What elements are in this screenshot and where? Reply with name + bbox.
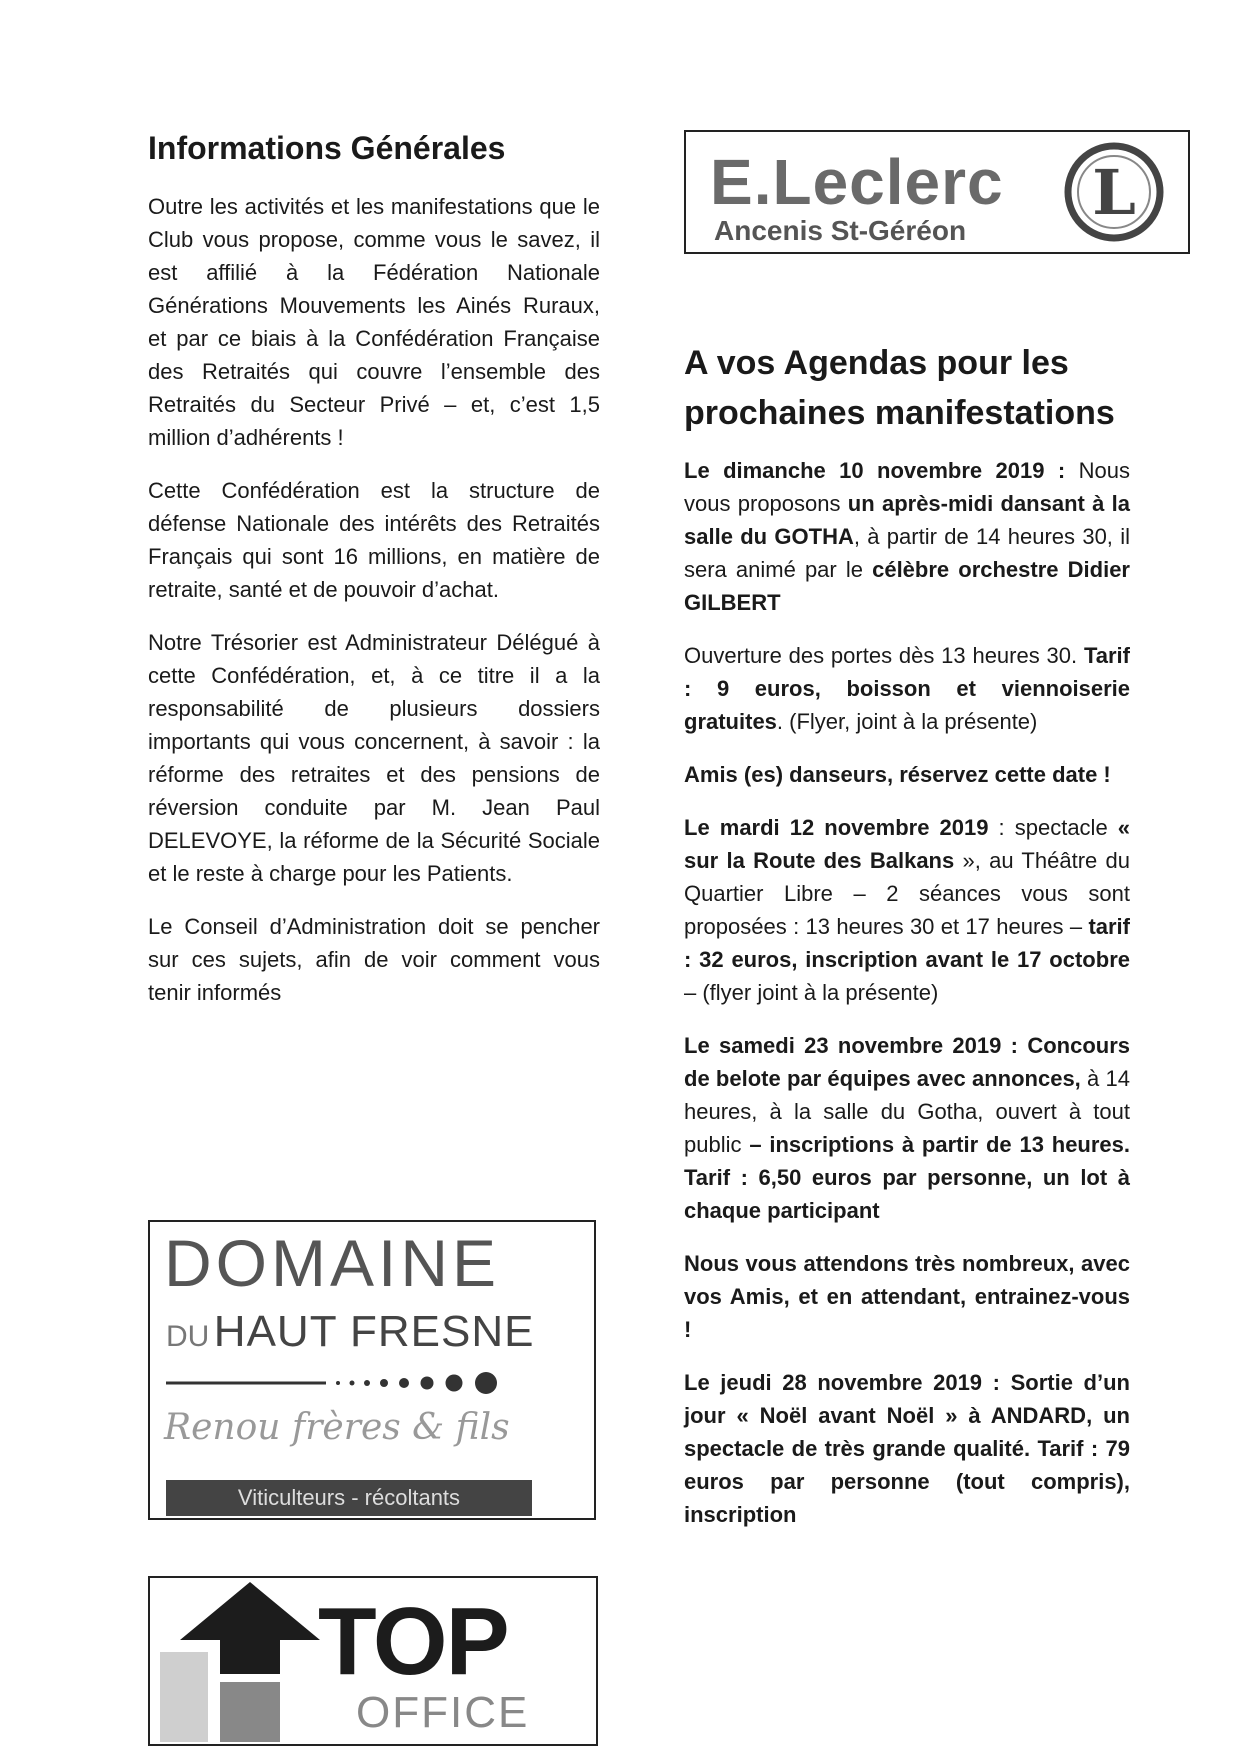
event-highlight: – inscriptions à partir de 13 heures. Tarif : 6,50 euros par personne, un lot à chaque participant — [684, 1132, 1131, 1223]
event-text: – (flyer joint à la présente) — [684, 980, 939, 1005]
event-23-novembre-note — [684, 1247, 1130, 1346]
event-text: à 14 heures, à la salle du Gotha, ouvert à tout public — [684, 1066, 1131, 1157]
section-title-agendas: A vos Agendas pour les prochaines manifestations — [684, 344, 1115, 432]
event-date: Le dimanche 10 novembre 2019 : — [684, 458, 1066, 483]
event-10-novembre — [684, 454, 1130, 619]
event-highlight: « sur la Route des Balkans — [684, 815, 1131, 873]
leclerc-logo-letter: L — [1092, 156, 1136, 229]
event-10-novembre-note — [684, 758, 1130, 791]
top-office-top: TOP — [318, 1588, 508, 1695]
top-office-arrow-icon — [160, 1582, 320, 1742]
paragraph-conseil: Le Conseil d’Administration doit se pencher sur ces sujets, afin de voir comment vous tenir informés — [148, 914, 600, 1005]
event-text: Nous vous proposons — [684, 458, 1130, 516]
event-highlight: Amis (es) danseurs, réservez cette date ! — [684, 762, 1111, 787]
leclerc-name: E.Leclerc — [710, 146, 1004, 218]
ad-leclerc — [684, 130, 1190, 254]
event-highlight: Tarif : 9 euros, boisson et viennoiserie gratuites — [684, 643, 1130, 734]
paragraph-affiliation: Outre les activités et les manifestations que le Club vous propose, comme vous le savez, il est affilié à la Fédération Nationale Générations Mouvements les Ainés Ruraux, et par ce biais à la Confédération Française des Retraités qui couvre l’ensemble des Retraités du Secteur Privé – et, c’est 1,5 million d’adhérents ! — [148, 194, 600, 450]
event-23-novembre — [684, 1029, 1130, 1227]
paragraph-confederation: Cette Confédération est la structure de défense Nationale des intérêts des Retraités Français qui sont 16 millions, en matière de retraite, santé et de pouvoir d’achat. — [148, 478, 600, 602]
left-column — [148, 128, 600, 1029]
right-column — [684, 338, 1130, 1551]
domaine-du: DU — [166, 1320, 210, 1353]
leclerc-location: Ancenis St-Géréon — [714, 215, 967, 246]
domaine-subtitle — [166, 1302, 534, 1372]
event-text: », au Théâtre du Quartier Libre – 2 séances vous sont proposées : 13 heures 30 et 17 heures – — [684, 848, 1130, 939]
event-highlight: tarif : 32 euros, inscription avant le 17 octobre — [684, 914, 1130, 972]
domaine-dots-divider — [166, 1368, 546, 1398]
event-highlight: Le jeudi 28 novembre 2019 : Sortie d’un jour « Noël avant Noël » à ANDARD, un spectacle de très grande qualité. Tarif : 79 euros par personne (tout compris), inscription — [684, 1370, 1130, 1527]
event-text: Ouverture des portes dès 13 heures 30. — [684, 643, 1084, 668]
event-12-novembre — [684, 811, 1130, 1009]
leclerc-logo-icon — [1064, 140, 1164, 244]
event-text: . (Flyer, joint à la présente) — [776, 709, 1038, 734]
event-28-novembre — [684, 1366, 1130, 1531]
event-highlight: célèbre orchestre Didier GILBERT — [684, 557, 1130, 615]
event-text: : spectacle — [988, 815, 1118, 840]
event-highlight: Le samedi 23 novembre 2019 : Concours de belote par équipes avec annonces, — [684, 1033, 1130, 1091]
event-highlight: un après-midi dansant à la salle du GOTHA — [684, 491, 1131, 549]
event-10-novembre-details — [684, 639, 1130, 738]
domaine-title: DOMAINE — [164, 1226, 501, 1300]
section-title-informations: Informations Générales — [148, 130, 506, 166]
paragraph-tresorier: Notre Trésorier est Administrateur Délégué à cette Confédération, et, à ce titre il a la responsabilité de plusieurs dossiers importants qui vous concernent, à savoir : la réforme des retraites et des pensions de réversion conduite par M. Jean Paul DELEVOYE, la réforme de la Sécurité Sociale et le reste à charge pour les Patients. — [148, 630, 600, 886]
event-highlight: Nous vous attendons très nombreux, avec vos Amis, et en attendant, entrainez-vous ! — [684, 1251, 1130, 1342]
ad-top-office — [148, 1576, 598, 1746]
ad-domaine-haut-fresne — [148, 1220, 596, 1520]
domaine-family: Renou frères & fils — [164, 1407, 510, 1448]
event-text: , à partir de 14 heures 30, il sera animé par le — [684, 524, 1130, 582]
domaine-haut-fresne: HAUT FRESNE — [213, 1307, 535, 1356]
domaine-tagline: Viticulteurs - récoltants — [166, 1480, 532, 1516]
event-date: Le mardi 12 novembre 2019 — [684, 815, 989, 840]
top-office-office: OFFICE — [356, 1688, 530, 1737]
